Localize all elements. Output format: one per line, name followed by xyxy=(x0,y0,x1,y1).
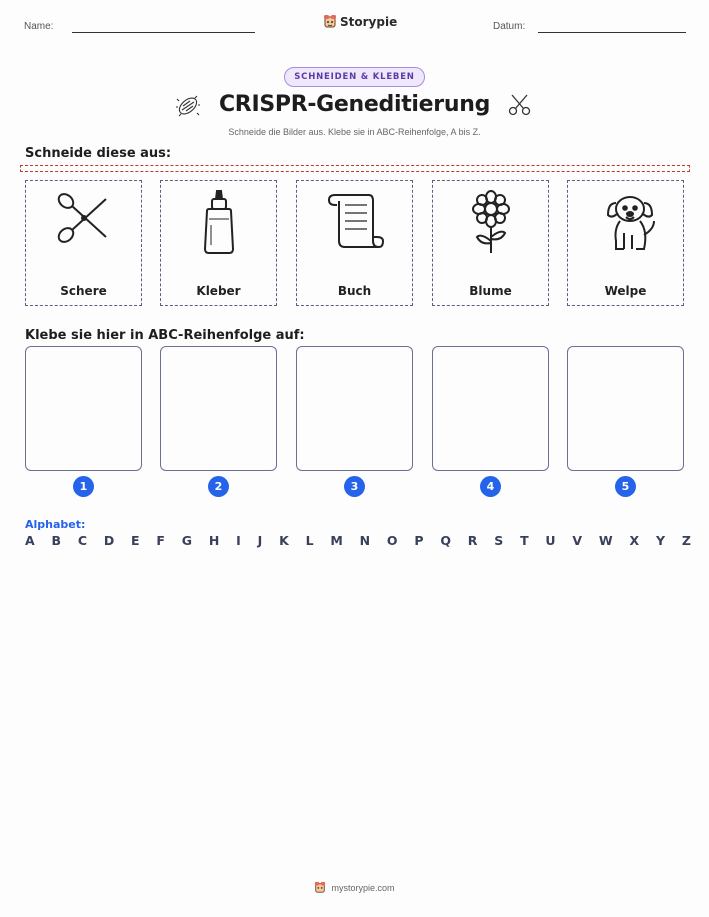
date-label: Datum: xyxy=(493,21,526,32)
paste-slot-2[interactable] xyxy=(160,346,277,471)
puppy-icon xyxy=(596,189,658,255)
alphabet-letter: K xyxy=(279,533,289,548)
paste-slot-3[interactable] xyxy=(296,346,413,471)
card-label: Buch xyxy=(337,284,372,298)
footer-link[interactable]: mystorypie.com xyxy=(331,882,395,893)
footer xyxy=(0,881,709,894)
glue-bottle-icon xyxy=(189,189,249,255)
alphabet-letter: C xyxy=(77,533,88,548)
cut-section-heading: Schneide diese aus: xyxy=(25,146,172,161)
alphabet-letter: E xyxy=(131,533,140,548)
alphabet-letter: J xyxy=(257,533,263,548)
alphabet-letter: Y xyxy=(655,533,665,548)
alphabet-letter: D xyxy=(103,533,115,548)
paste-slot-4[interactable] xyxy=(432,346,549,471)
scissors-icon xyxy=(54,189,114,249)
card-label: Blume xyxy=(469,284,512,298)
alphabet-letter: B xyxy=(51,533,62,548)
scroll-book-icon xyxy=(325,189,385,251)
alphabet-letter: P xyxy=(414,533,424,548)
name-line[interactable] xyxy=(72,32,255,33)
alphabet-letter: S xyxy=(494,533,504,548)
date-line[interactable] xyxy=(538,32,686,33)
cut-card-kleber[interactable] xyxy=(160,180,277,306)
alphabet-letter: O xyxy=(386,533,398,548)
alphabet-letter: V xyxy=(572,533,583,548)
brand-name: Storypie xyxy=(340,14,398,29)
paste-slot-5[interactable] xyxy=(567,346,684,471)
alphabet-letter: F xyxy=(156,533,165,548)
storypie-mascot-icon xyxy=(314,881,326,894)
page-title: CRISPR-Geneditierung xyxy=(218,92,491,117)
name-label: Name: xyxy=(24,21,54,32)
alphabet-letter: H xyxy=(208,533,220,548)
slot-number-badge: 1 xyxy=(73,476,94,497)
alphabet-row xyxy=(25,533,691,548)
alphabet-letter: Q xyxy=(440,533,451,548)
alphabet-letter: A xyxy=(25,533,35,548)
alphabet-letter: G xyxy=(181,533,193,548)
cut-card-schere[interactable] xyxy=(25,180,142,306)
instructions: Schneide die Bilder aus. Klebe sie in ABC-Reihenfolge, A bis Z. xyxy=(228,127,481,137)
card-label: Schere xyxy=(60,284,107,298)
flower-icon xyxy=(461,189,521,255)
cut-card-buch[interactable] xyxy=(296,180,413,306)
slot-number-badge: 2 xyxy=(208,476,229,497)
alphabet-letter: U xyxy=(545,533,556,548)
brand-logo xyxy=(323,14,397,29)
alphabet-letter: W xyxy=(598,533,613,548)
activity-badge: SCHNEIDEN & KLEBEN xyxy=(284,67,425,87)
paste-slot-1[interactable] xyxy=(25,346,142,471)
storypie-mascot-icon xyxy=(323,14,337,29)
paste-section-heading: Klebe sie hier in ABC-Reihenfolge auf: xyxy=(25,328,305,343)
cut-line xyxy=(20,165,690,172)
alphabet-letter: T xyxy=(520,533,529,548)
card-label: Welpe xyxy=(604,284,647,298)
alphabet-letter: Z xyxy=(681,533,691,548)
alphabet-letter: M xyxy=(330,533,343,548)
slot-number-badge: 4 xyxy=(480,476,501,497)
card-label: Kleber xyxy=(196,284,241,298)
slot-number-badge: 3 xyxy=(344,476,365,497)
alphabet-letter: L xyxy=(305,533,314,548)
alphabet-letter: X xyxy=(629,533,640,548)
slot-number-badge: 5 xyxy=(615,476,636,497)
cut-card-blume[interactable] xyxy=(432,180,549,306)
alphabet-letter: I xyxy=(236,533,241,548)
title-scissors-icon xyxy=(507,92,533,118)
alphabet-heading: Alphabet: xyxy=(25,518,86,531)
alphabet-letter: R xyxy=(467,533,478,548)
alphabet-letter: N xyxy=(359,533,371,548)
cut-card-welpe[interactable] xyxy=(567,180,684,306)
